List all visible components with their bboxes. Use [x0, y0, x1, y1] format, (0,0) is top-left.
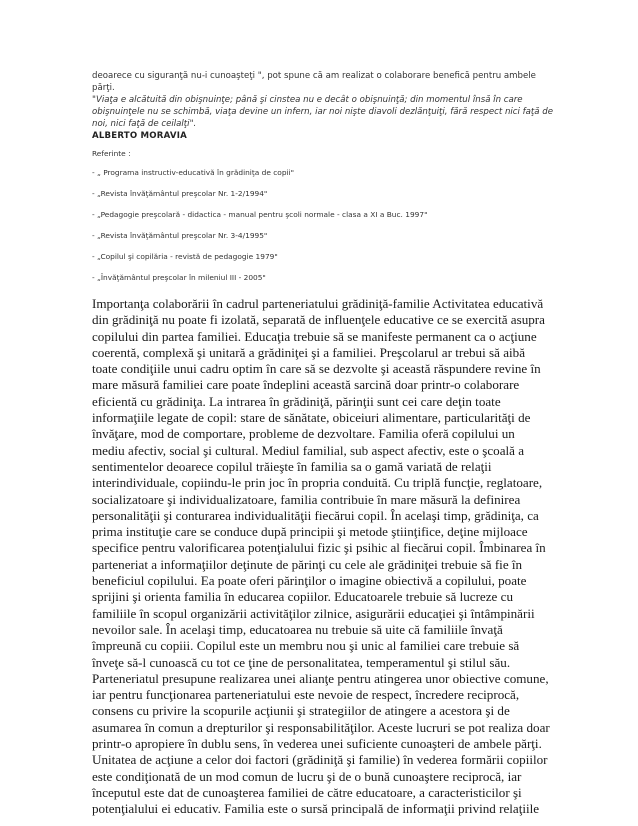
intro-paragraph: deoarece cu siguranţă nu-i cunoaşteţi ", pot spune că am realizat o colaborare benefică pentru ambele părţi. [92, 71, 536, 93]
moravia-quote: "Viaţa e alcătuită din obişnuinţe; până şi cinstea nu e decât o obişnuinţă; din momentul însă în care obişnuinţele nu se schimbă, viaţa devine un infern, iar noi nişte diavoli dezlănţuiţi, fără respect nici faţă de noi, nici faţă de ceilalţi". [92, 95, 554, 129]
reference-item: - „Revista învăţământul preşcolar Nr. 3-4/1995" [92, 231, 268, 240]
reference-item: - „Revista învăţământul preşcolar Nr. 1-2/1994" [92, 189, 268, 198]
reference-item: - „Învăţământul preşcolar în mileniul III - 2005" [92, 273, 266, 282]
reference-item: - „ Programa instructiv-educativă în grădiniţa de copii" [92, 168, 295, 177]
document-page [92, 70, 554, 293]
reference-item: - „Copilul şi copilăria - revistă de pedagogie 1979" [92, 252, 278, 261]
main-body-paragraph: Importanţa colaborării în cadrul parteneriatului grădiniţă-familie Activitatea educativă din grădiniţă nu poate fi izolată, separată de influenţele educative ce se exercită asupra copilului din partea familiei. Educaţia trebuie să se manifeste permanent ca o acţiune coerentă, complexă şi unitară a grădiniţei şi a familiei. Preşcolarul ar trebui să aibă toate condiţiile unui cadru optim în care să se dezvolte şi această răspundere revine în mare măsură familiei care poate îndeplini această sarcină doar printr-o colaborare eficientă cu grădiniţa. La intrarea în grădiniţă, părinţii sunt cei care deţin toate informaţiile legate de copil: stare de sănătate, obiceiuri alimentare, particularităţi de învăţare, mod de comportare, probleme de dezvoltare. Familia oferă copilului un mediu afectiv, social şi cultural. Mediul familial, sub aspect afectiv, este o şcoală a sentimentelor deoarece copilul trăieşte în familia sa o gamă variată de relaţii interindividuale, copiindu-le prin joc în propria conduită. Cu triplă funcţie, reglatoare, socializatoare şi individualizatoare, familia contribuie în mare măsură la definirea personalităţii şi conturarea individualităţii fiecărui copil. În acelaşi timp, grădiniţa, ca prima instituţie care se conduce după principii şi metode ştiinţifice, deţine mijloace specifice pentru valorificarea potenţialului fizic şi psihic al fiecărui copil. Îmbinarea în parteneriat a informaţiilor deţinute de părinţi cu cele ale grădiniţei trebuie să fie în beneficiul copilului. Ea poate oferi părinţilor o imagine obiectivă a copilului, poate sprijini şi orienta familia în educarea copiilor. Educatoarele trebuie să lucreze cu familiile în scopul organizării activităţilor zilnice, asigurării educaţiei şi întâmpinării nevoilor sale. În acelaşi timp, educatoarea nu trebuie să uite că familiile învaţă împreună cu copiii. Copilul este un membru nou şi unic al familiei care trebuie să înveţe să-l cunoască cu tot ce ţine de personalitatea, temperamentul şi stilul său. Parteneriatul presupune realizarea unei alianţe pentru atingerea unor obiective comune, iar pentru funcţionarea parteneriatului este nevoie de respect, încredere reciprocă, consens cu privire la scopurile acţiunii şi strategiilor de atingere a acestora şi de asumarea în comun a drepturilor şi responsabilităţilor. Aceste lucruri se pot realiza doar printr-o apropiere în dublu sens, în vederea unei suficiente cunoaşteri de ambele părţi. Unitatea de acţiune a celor doi factori (grădiniţă şi familie) în vederea formării copiilor este condiţionată de un mod comun de lucru şi de o bună cunoaştere reciprocă, iar începutul este dat de cunoaşterea familiei de către educatoare, a caracteristicilor şi potenţialului ei educativ. Familia este o sursă principală de informaţii privind relaţiile [92, 296, 550, 817]
quote-author: ALBERTO MORAVIA [92, 131, 187, 141]
references-title: Referinte : [92, 149, 131, 158]
intro-section [92, 70, 554, 142]
reference-item: - „Pedagogie preşcolară - didactica - manual pentru şcoli normale - clasa a XI a Buc. 1997" [92, 210, 428, 219]
references-section [92, 148, 554, 283]
